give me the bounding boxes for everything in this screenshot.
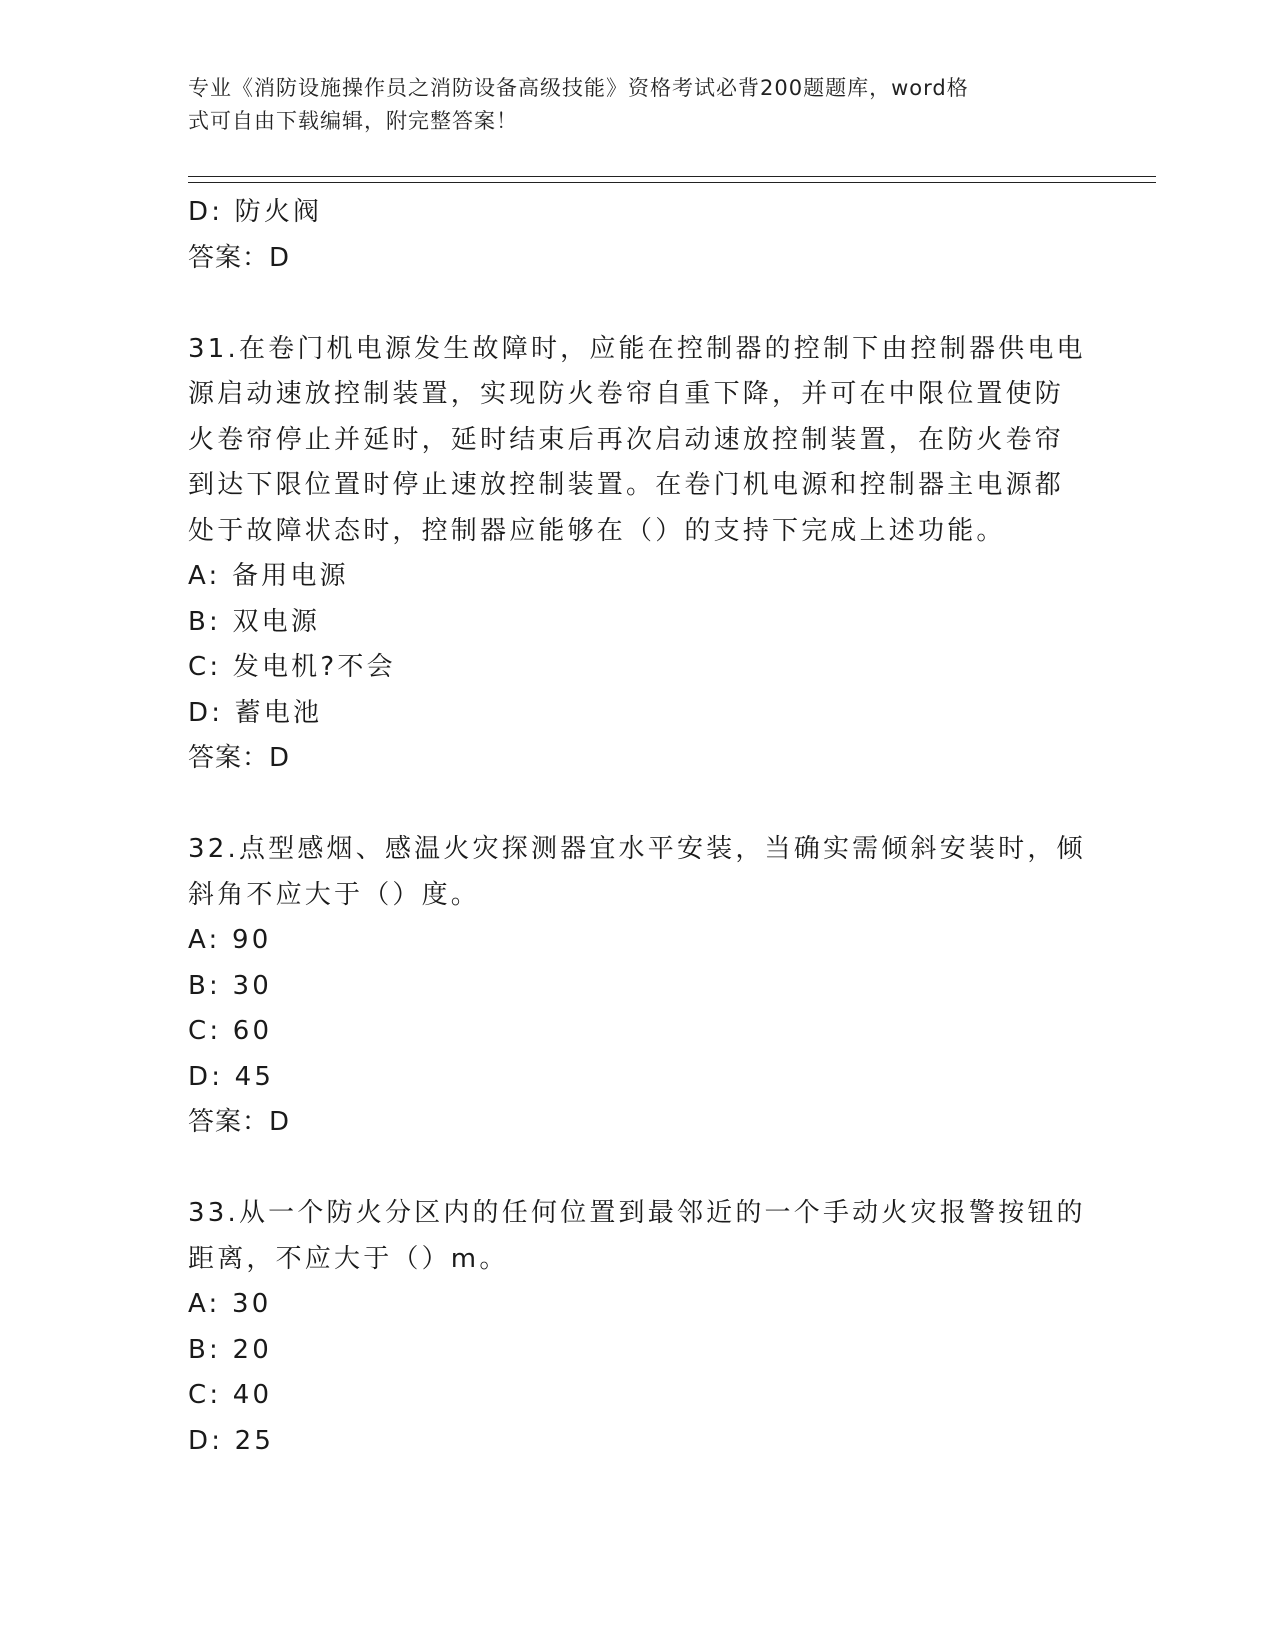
option-d: D: 防火阀: [188, 197, 323, 227]
question-text-line: 32.点型感烟、感温火灾探测器宜水平安装，当确实需倾斜安装时，倾: [188, 834, 1086, 864]
question-32: [188, 827, 1088, 1146]
spacer: [188, 281, 1088, 327]
option-c: C: 60: [188, 1016, 273, 1046]
question-text-line: 源启动速放控制装置，实现防火卷帘自重下降，并可在中限位置使防: [188, 379, 1065, 409]
option-b: B: 双电源: [188, 606, 321, 637]
option-a: A: 备用电源: [188, 561, 349, 591]
header-divider-thin: [188, 182, 1156, 183]
answer-line: 答案：D: [188, 242, 291, 273]
spacer: [188, 782, 1088, 828]
option-c: C: 40: [188, 1380, 273, 1410]
document-header: [188, 72, 1068, 138]
spacer: [188, 1146, 1088, 1192]
header-line-1: 专业《消防设施操作员之消防设备高级技能》资格考试必背200题题库，word格: [188, 76, 969, 100]
option-b: B: 20: [188, 1334, 272, 1365]
option-a: A: 90: [188, 925, 272, 955]
question-text-line: 33.从一个防火分区内的任何位置到最邻近的一个手动火灾报警按钮的: [188, 1198, 1086, 1228]
question-text-line: 处于故障状态时，控制器应能够在（）的支持下完成上述功能。: [188, 515, 1006, 546]
previous-question-tail: [188, 190, 1088, 281]
option-c: C: 发电机?不会: [188, 652, 396, 682]
header-line-2: 式可自由下载编辑，附完整答案！: [188, 109, 518, 133]
option-b: B: 30: [188, 970, 272, 1001]
answer-line: 答案：D: [188, 1107, 291, 1137]
question-text-line: 31.在卷门机电源发生故障时，应能在控制器的控制下由控制器供电电: [188, 333, 1086, 364]
question-31: [188, 327, 1088, 782]
question-text-line: 距离，不应大于（）m。: [188, 1243, 509, 1274]
question-text-line: 斜角不应大于（）度。: [188, 879, 481, 910]
question-33: [188, 1191, 1088, 1464]
question-text-line: 火卷帘停止并延时，延时结束后再次启动速放控制装置，在防火卷帘: [188, 424, 1065, 455]
option-d: D: 25: [188, 1425, 275, 1456]
answer-line: 答案：D: [188, 743, 291, 773]
option-a: A: 30: [188, 1289, 272, 1319]
document-body: [188, 190, 1088, 1464]
option-d: D: 蓄电池: [188, 697, 323, 728]
option-d: D: 45: [188, 1061, 275, 1092]
header-divider-thick: [188, 176, 1156, 177]
question-text-line: 到达下限位置时停止速放控制装置。在卷门机电源和控制器主电源都: [188, 470, 1065, 500]
